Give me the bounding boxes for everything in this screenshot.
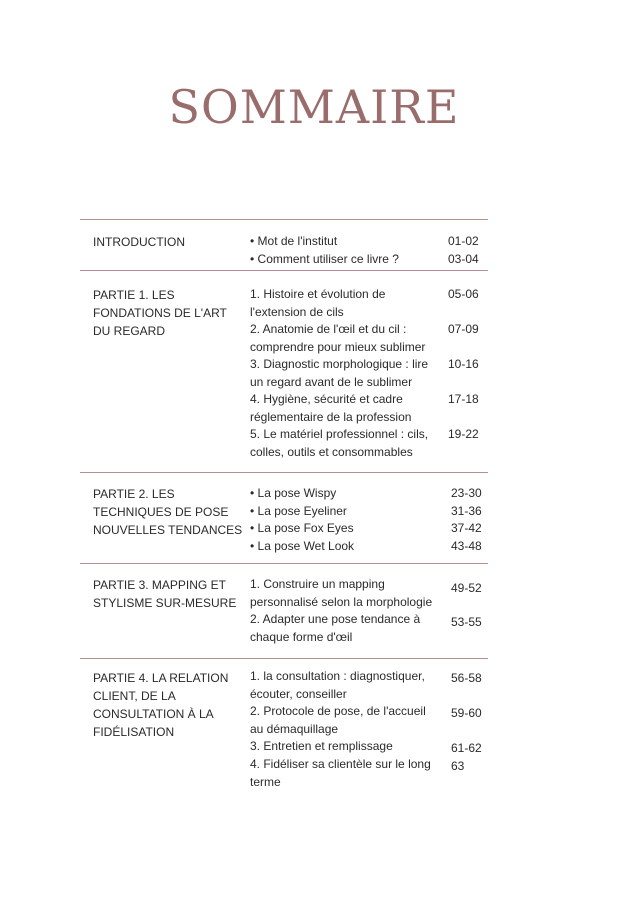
divider: [80, 219, 488, 220]
toc-entry: 2. Protocole de pose, de l'accueil au démaquillage: [250, 704, 426, 736]
toc-page-number: 43-48: [451, 539, 482, 553]
toc-entry: • La pose Fox Eyes: [250, 521, 354, 535]
toc-page-number: 49-52: [451, 581, 482, 595]
toc-page-number: 10-16: [448, 357, 479, 371]
toc-page-number: 37-42: [451, 521, 482, 535]
toc-entry: 1. la consultation : diagnostiquer, écouter, conseiller: [250, 669, 425, 701]
toc-entry: 2. Anatomie de l'œil et du cil : comprendre pour mieux sublimer: [250, 322, 426, 354]
toc-page-number: 03-04: [448, 252, 479, 266]
section-title-partie-3: PARTIE 3. MAPPING ET STYLISME SUR-MESURE: [93, 578, 237, 610]
divider: [80, 563, 488, 564]
toc-page-number: 63: [451, 759, 465, 773]
toc-page-number: 59-60: [451, 706, 482, 720]
toc-entry: 4. Hygiène, sécurité et cadre réglementaire de la profession: [250, 392, 412, 424]
toc-page-number: 17-18: [448, 392, 479, 406]
toc-page-number: 01-02: [448, 234, 479, 248]
toc-page-number: 31-36: [451, 504, 482, 518]
toc-page-number: 19-22: [448, 427, 479, 441]
toc-page-number: 23-30: [451, 486, 482, 500]
toc-entry: 1. Construire un mapping personnalisé selon la morphologie: [250, 577, 433, 609]
toc-entry: 1. Histoire et évolution de l'extension de cils: [250, 287, 386, 319]
page-title: SOMMAIRE: [168, 80, 460, 134]
section-title-partie-1: PARTIE 1. LES FONDATIONS DE L'ART DU REGARD: [93, 288, 227, 338]
section-title-partie-2: PARTIE 2. LES TECHNIQUES DE POSE NOUVELLES TENDANCES: [93, 487, 243, 537]
divider: [80, 658, 488, 659]
toc-entry: • La pose Wet Look: [250, 539, 355, 553]
toc-page-number: 56-58: [451, 671, 482, 685]
toc-entry: 3. Diagnostic morphologique : lire un regard avant de le sublimer: [250, 357, 429, 389]
toc-page-number: 05-06: [448, 287, 479, 301]
toc-entry: • La pose Eyeliner: [250, 504, 347, 518]
toc-page-number: 53-55: [451, 615, 482, 629]
toc-entry: 4. Fidéliser sa clientèle sur le long terme: [250, 757, 431, 789]
toc-entry: • Comment utiliser ce livre ?: [250, 252, 399, 266]
toc-page-number: 07-09: [448, 322, 479, 336]
section-title-partie-4: PARTIE 4. LA RELATION CLIENT, DE LA CONSULTATION À LA FIDÉLISATION: [93, 671, 229, 739]
toc-entry: 5. Le matériel professionnel : cils, colles, outils et consommables: [250, 427, 429, 459]
section-title-introduction: INTRODUCTION: [93, 235, 185, 249]
divider: [80, 270, 488, 271]
toc-page-number: 61-62: [451, 741, 482, 755]
toc-entry: • Mot de l'institut: [250, 234, 338, 248]
divider: [80, 472, 488, 473]
toc-entry: 3. Entretien et remplissage: [250, 739, 393, 753]
toc-entry: 2. Adapter une pose tendance à chaque forme d'œil: [250, 612, 421, 644]
toc-entry: • La pose Wispy: [250, 486, 337, 500]
